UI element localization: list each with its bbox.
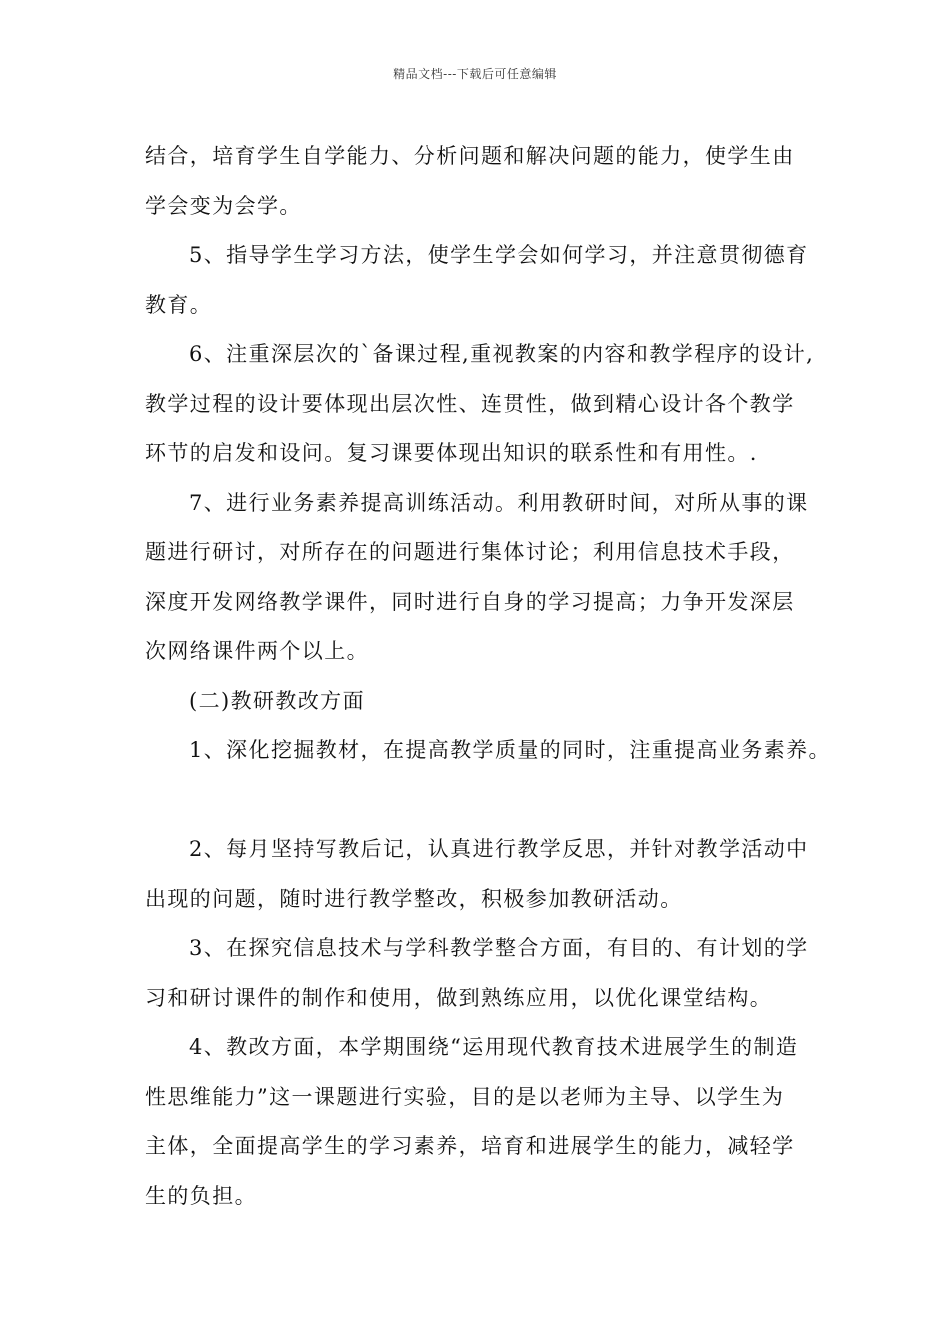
page-header: 精品文档---下载后可任意编辑 (393, 67, 557, 81)
paragraph-line: 学会变为会学。 (145, 193, 302, 218)
paragraph-line: 题进行研讨，对所存在的问题进行集体讨论；利用信息技术手段， (145, 540, 795, 564)
paragraph-line: 5、指导学生学习方法，使学生学会如何学习，并注意贯彻德育 (189, 243, 809, 267)
paragraph-line: 主体，全面提高学生的学习素养，培育和进展学生的能力，减轻学 (145, 1134, 795, 1158)
paragraph-line: 深度开发网络教学课件，同时进行自身的学习提高；力争开发深层 (145, 589, 795, 614)
paragraph-line: 7、进行业务素养提高训练活动。利用教研时间，对所从事的课 (189, 490, 809, 515)
paragraph-line: 环节的启发和设问。复习课要体现出知识的联系性和有用性。. (145, 441, 758, 465)
paragraph-line: 生的负担。 (145, 1183, 257, 1208)
paragraph-line: 结合，培育学生自学能力、分析问题和解决问题的能力，使学生由 (145, 144, 795, 168)
section-heading: (二)教研教改方面 (189, 688, 365, 713)
paragraph-line: 性思维能力”这一课题进行实验，目的是以老师为主导、以学生为 (145, 1084, 785, 1109)
paragraph-line: 教育。 (145, 292, 213, 317)
paragraph-line: 教学过程的设计要体现出层次性、连贯性，做到精心设计各个教学 (145, 391, 795, 416)
paragraph-line: 3、在探究信息技术与学科教学整合方面，有目的、有计划的学 (189, 936, 809, 960)
blank-gap (145, 776, 815, 826)
paragraph-line: 出现的问题，随时进行教学整改，积极参加教研活动。 (145, 886, 683, 911)
paragraph-line: 2、每月坚持写教后记，认真进行教学反思，并针对教学活动中 (189, 837, 809, 861)
document-body (145, 132, 831, 1221)
paragraph-line: 4、教改方面，本学期围绕“运用现代教育技术进展学生的制造 (189, 1035, 799, 1059)
paragraph-line: 习和研讨课件的制作和使用，做到熟练应用，以优化课堂结构。 (145, 985, 773, 1010)
paragraph-line: 次网络课件两个以上。 (145, 639, 369, 663)
paragraph-line: 6、注重深层次的`备课过程,重视教案的内容和教学程序的设计, (189, 342, 815, 366)
paragraph-line: 1、深化挖掘教材，在提高教学质量的同时，注重提高业务素养。 (189, 738, 831, 762)
